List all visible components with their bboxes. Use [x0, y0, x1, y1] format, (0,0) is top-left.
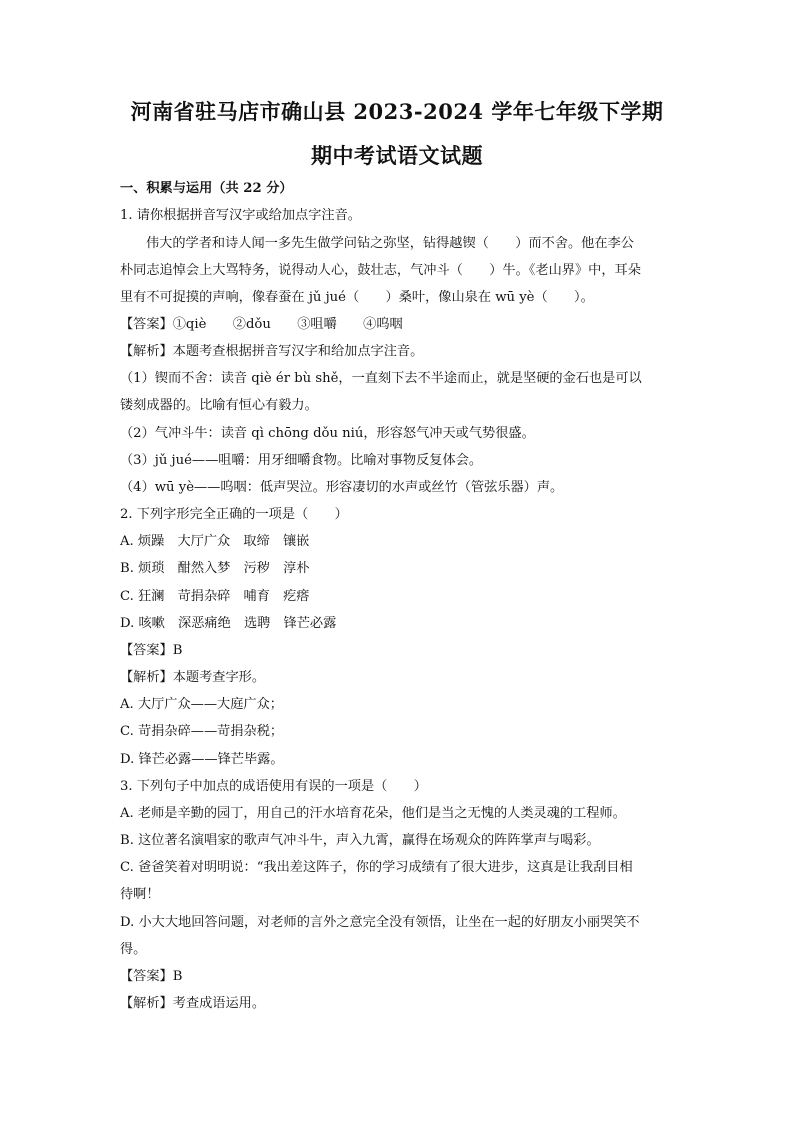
answer-line: 【答案】B [120, 969, 183, 984]
option-line: B. 这位著名演唱家的歌声气冲斗牛，声入九霄，赢得在场观众的阵阵掌声与喝彩。 [120, 833, 600, 848]
option-line: C. 狂澜 苛捐杂碎 哺育 疙瘩 [120, 589, 310, 604]
document-title-line1: 河南省驻马店市确山县 2023-2024 学年七年级下学期 [130, 99, 664, 124]
analysis-line: 【解析】考查成语运用。 [120, 996, 266, 1011]
passage-line: 里有不可捉摸的声响，像春蚕在 jǔ jué（ ）桑叶，像山泉在 wū yè（ ）。 [120, 290, 594, 305]
answer-line: 【答案】B [120, 643, 183, 658]
analysis-line: （2）气冲斗牛：读音 qì chōng dǒu niú，形容怒气冲天或气势很盛。 [120, 426, 535, 441]
question-2-stem: 2. 下列字形完全正确的一项是（ ） [120, 507, 348, 522]
option-line: 待啊！ [120, 887, 160, 902]
analysis-line: D. 锋芒必露——锋芒毕露。 [120, 752, 284, 767]
analysis-line: 镂刻成器的。比喻有恒心有毅力。 [120, 398, 318, 413]
option-line: C. 爸爸笑着对明明说：“我出差这阵子，你的学习成绩有了很大进步，这真是让我刮目相 [120, 860, 633, 875]
option-line: A. 烦躁 大厅广众 取缔 镶嵌 [120, 534, 310, 549]
analysis-line: （1）锲而不舍：读音 qiè ér bù shě，一直刻下去不半途而止，就是坚硬的金石也是可以 [120, 371, 642, 386]
question-3-stem: 3. 下列句子中加点的成语使用有误的一项是（ ） [120, 779, 427, 794]
option-line: A. 老师是辛勤的园丁，用自己的汗水培育花朵，他们是当之无愧的人类灵魂的工程师。 [120, 806, 626, 821]
analysis-line: 【解析】本题考查根据拼音写汉字和给加点字注音。 [120, 344, 424, 359]
analysis-line: A. 大厅广众——大庭广众； [120, 697, 283, 712]
option-line: B. 烦琐 酣然入梦 污秽 淳朴 [120, 561, 310, 576]
answer-line: 【答案】①qiè ②dǒu ③咀嚼 ④呜咽 [120, 317, 403, 332]
option-line: 得。 [120, 942, 147, 957]
passage-line: 朴同志追悼会上大骂特务，说得动人心，鼓壮志，气冲斗（ ）牛。《老山界》中，耳朵 [120, 263, 641, 278]
analysis-line: C. 苛捐杂碎——苛捐杂税； [120, 724, 284, 739]
analysis-line: （4）wū yè——呜咽：低声哭泣。形容凄切的水声或丝竹（管弦乐器）声。 [120, 480, 564, 495]
document-title-line2: 期中考试语文试题 [311, 143, 483, 168]
section-heading: 一、积累与运用（共 22 分） [120, 181, 293, 196]
option-line: D. 咳嗽 深恶痛绝 选聘 锋芒必露 [120, 616, 337, 631]
option-line: D. 小大大地回答问题，对老师的言外之意完全没有领悟，让坐在一起的好朋友小丽哭笑不 [120, 915, 640, 930]
passage-line: 伟大的学者和诗人闻一多先生做学问钻之弥坚，钻得越锲（ ）而不舍。他在李公 [146, 236, 634, 251]
analysis-line: （3）jǔ jué——咀嚼：用牙细嚼食物。比喻对事物反复体会。 [120, 453, 483, 468]
question-1-stem: 1. 请你根据拼音写汉字或给加点字注音。 [120, 208, 361, 223]
analysis-line: 【解析】本题考查字形。 [120, 670, 266, 685]
